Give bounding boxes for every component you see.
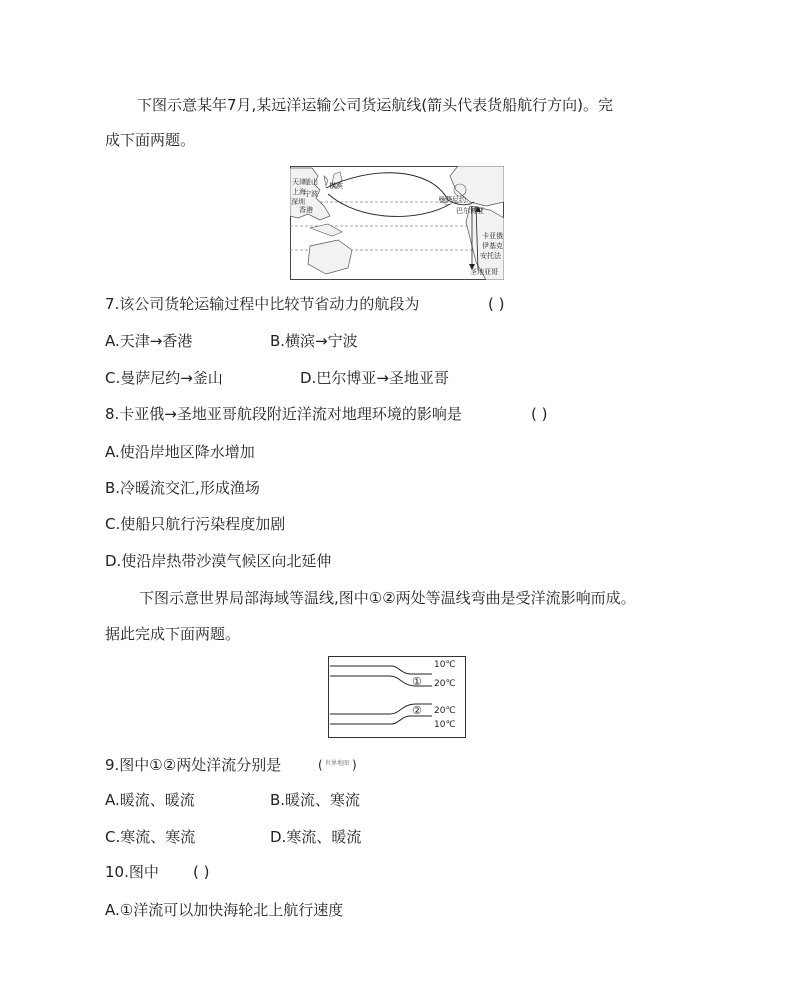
q7-option-c: C.曼萨尼约→釜山	[105, 369, 223, 387]
map-label-iquique: 伊基克	[482, 242, 503, 250]
isotherm-label-2: ②	[412, 704, 422, 717]
q8-option-a: A.使沿岸地区降水增加	[105, 443, 255, 461]
intro2-text-line2: 据此完成下面两题。	[105, 625, 241, 643]
isotherm-temp-top-20: 20℃	[434, 679, 456, 689]
q8-answer-paren: ( )	[531, 405, 548, 423]
map-svg	[290, 166, 504, 280]
isotherm-label-1: ①	[412, 675, 422, 688]
map-label-busan: 釜山	[304, 178, 318, 186]
q7-option-b: B.横滨→宁波	[270, 332, 358, 350]
q9-paren-close: )	[352, 758, 357, 772]
q7-stem: 7.该公司货轮运输过程中比较节省动力的航段为	[105, 295, 420, 313]
map-label-ningbo: 宁波	[304, 190, 318, 198]
map-label-antofagasta: 安托法	[480, 252, 501, 260]
isotherm-figure	[328, 656, 466, 738]
q9-tiny-note: 世界地图	[325, 760, 350, 767]
isotherm-temp-bottom-10: 10℃	[434, 720, 456, 730]
q7-option-d: D.巴尔博亚→圣地亚哥	[300, 369, 449, 387]
map-label-hongkong: 香港	[299, 206, 313, 214]
q9-paren-open: (	[318, 758, 323, 772]
intro2-text-line1: 下图示意世界局部海域等温线,图中①②两处等温线弯曲是受洋流影响而成。	[139, 589, 636, 607]
q9-option-b: B.暖流、寒流	[270, 791, 361, 809]
map-label-callao: 卡亚俄	[482, 232, 503, 240]
q9-option-c: C.寒流、寒流	[105, 828, 196, 846]
map-label-yokohama: 横滨	[329, 182, 343, 190]
q7-option-a: A.天津→香港	[105, 332, 193, 350]
q7-answer-paren: ( )	[488, 295, 505, 313]
map-label-shenzhen: 深圳	[291, 198, 305, 206]
q8-stem: 8.卡亚俄→圣地亚哥航段附近洋流对地理环境的影响是	[105, 405, 462, 423]
intro-text-line1: 下图示意某年7月,某远洋运输公司货运航线(箭头代表货船航行方向)。完	[137, 96, 614, 114]
q8-option-d: D.使沿岸热带沙漠气候区向北延伸	[105, 552, 332, 570]
q9-option-a: A.暖流、暖流	[105, 791, 195, 809]
intro-text-line2: 成下面两题。	[105, 131, 196, 149]
q8-option-c: C.使船只航行污染程度加剧	[105, 515, 286, 533]
q9-stem: 9.图中①②两处洋流分别是	[105, 756, 282, 774]
isotherm-temp-bottom-20: 20℃	[434, 706, 456, 716]
map-label-balboa: 巴尔博亚	[456, 207, 484, 215]
q10-stem: 10.图中	[105, 863, 159, 881]
q8-option-b: B.冷暖流交汇,形成渔场	[105, 479, 260, 497]
map-label-manzanillo: 曼萨尼约	[438, 196, 466, 204]
shipping-route-map	[290, 166, 504, 280]
q9-option-d: D.寒流、暖流	[270, 828, 362, 846]
map-label-santiago: 圣地亚哥	[470, 268, 498, 276]
isotherm-temp-top-10: 10℃	[434, 660, 456, 670]
q10-answer-paren: ( )	[193, 863, 210, 881]
q10-option-a: A.①洋流可以加快海轮北上航行速度	[105, 901, 344, 919]
map-label-shanghai: 上海	[292, 188, 306, 196]
map-label-tianjin: 天津	[292, 178, 306, 186]
